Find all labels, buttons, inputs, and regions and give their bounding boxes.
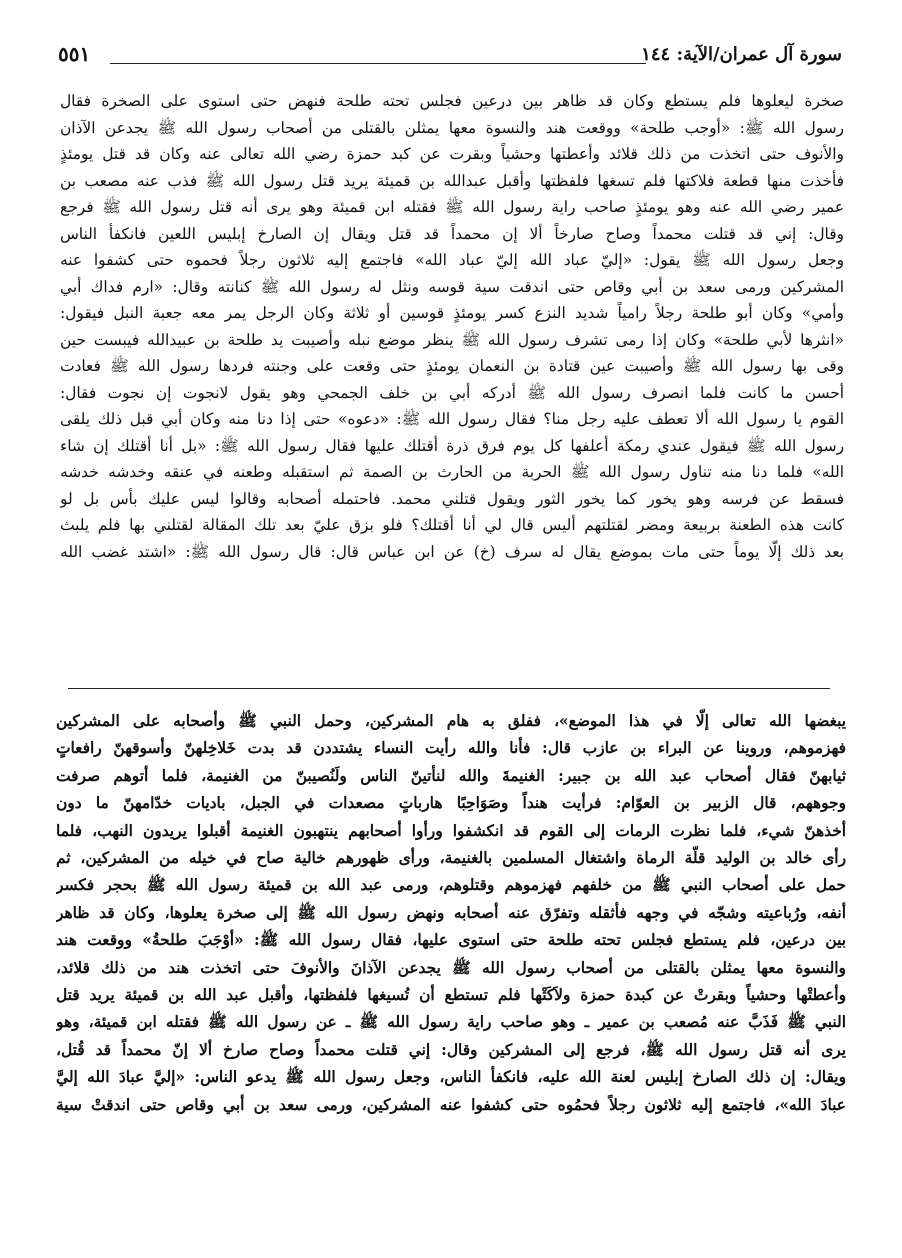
page-number: ٥٥١ [58,42,91,66]
main-text-line: وقال: إني قد قتلت محمداً وصاح صارخاً ألا إن محمداً قد قتل ويقال إن الصارخ إبليس اللعين فانكفأ الناس [60,224,844,243]
footnote-line: أخذهنّ شيء، فلما نظرت الرمات إلى القوم قد انكشفوا ورأوا أصحابهم ينتهبون الغنيمة أقبلوا يريدون النهب، فلما [56,821,846,840]
footnote-line: رأى خالد بن الوليد قلّة الرماة واشتغال المسلمين بالغنيمة، ورأى ظهورهم خالية صاح في خيله من المشركين، ثم [56,849,846,868]
main-text-line: رسول الله ﷺ: «أوجب طلحة» ووقعت هند والنسوة معها يمثلن بالقتلى من أصحاب رسول الله ﷺ يجدعن الآذان [60,118,844,137]
main-text-line: وجعل رسول الله ﷺ يقول: «إليّ عباد الله إليّ عباد الله» فاجتمع إليه ثلاثون رجلاً فحموه حتى كشفوا عنه [60,251,844,269]
header-title: سورة آل عمران/الآية: ١٤٤ [641,44,842,65]
footnote-line: يرى أنه قتل رسول الله ﷺ، فرجع إلى المشركين وقال: إني قتلت محمداً وصاح صارخ ألا إنّ محمداً قد قُتل، [56,1040,846,1059]
footnote-line: النبي ﷺ فَذَبَّ عنه مُصعب بن عمير ـ وهو صاحب راية رسول الله ﷺ ـ عن رسول الله ﷺ فقتله ابن قميئة، وهو [56,1013,846,1032]
main-text-line: وأمي» وكان أبو طلحة رجلاً رامياً شديد النزع كسر يومئذٍ قوسين أو ثلاثة وكان الرجل يمر معه جعبة النبل فيقول: [60,304,844,322]
main-text-line: المشركين ورمى سعد بن أبي وقاص حتى اندقت سية قوسه ونثل له رسول الله ﷺ كنانته وقال: «ارم فداك أبي [60,277,844,296]
main-text-line: رسول الله ﷺ فيقول عندي رمكة أعلفها كل يوم فرق ذرة أقتلك عليها فقال رسول الله ﷺ: «بل أنا أقتلك إن شاء [60,436,844,455]
footnote-line: بين درعين، فلم يستطع فجلس تحته طلحة حتى استوى عليها، فقال رسول الله ﷺ: «أوْجَبَ طلحةُ» ووقعت هند [56,931,846,950]
footnote-line: وجوههم، قال الزبير بن العوّام: فرأيت هنداً وصَوَاحِبًا هارباتٍ مصعدات في الجبل، باديات خدّامهنّ ما دون [56,794,846,813]
main-text-line: وقى بها رسول الله ﷺ وأصيبت عين قتادة بن النعمان يومئذٍ حتى وقعت على وجنته فردها رسول الله ﷺ فعادت [60,357,844,375]
header-rule [110,63,646,64]
main-text-line: والأنوف حتى اتخذت من ذلك قلائد وأعطتها وحشياً وبقرت عن كبد حمزة رضي الله تعالى عنه وكان قد قتل يومئذٍ [60,145,844,163]
main-text-line: أحسن ما كانت فلما انصرف رسول الله ﷺ أدركه أبي بن خلف الجمحي وهو يقول لانجوت إن نجوت فقال: [60,383,844,402]
footnote-line: يبغضها الله تعالى إلّا في هذا الموضع»، ففلق به هام المشركين، وحمل النبي ﷺ وأصحابه على المشركين [56,712,846,730]
main-text-line: «انثرها لأبي طلحة» وكان إذا رمى تشرف رسول الله ﷺ ينظر موضع نبله وأصيبت يد طلحة بن عبيدالله فيبست حين [60,330,844,349]
main-text-line: فأخذت منها قطعة فلاكتها فلم تسغها فلفظتها وأقبل عبدالله بن قميئة يريد قتل رسول الله ﷺ فذب عنه مصعب بن [60,171,844,190]
main-text-line: بعد ذلك إلّا يوماً حتى مات بموضع يقال له سرف (خ) عن ابن عباس قال: قال رسول الله ﷺ: «اشتد غضب الله [60,542,844,561]
footnote-line: أنفه، ورُباعيته وشجّه في وجهه فأثقله وتفرّق عنه أصحابه ونهض رسول الله ﷺ إلى صخرة يعلوها، وكان قد ظاهر [56,903,846,922]
main-text-line: القوم يا رسول الله ألا تعطف عليه رجل منا؟ فقال رسول الله ﷺ: «دعوه» حتى إذا دنا منه وكان أبي قبل ذلك يلقى [60,410,844,428]
main-text-line: فسقط عن فرسه وهو يخور كما يخور الثور ويقول قتلني محمد. فاحتمله أصحابه وقالوا ليس عليك بأس بل لو [60,489,844,508]
footnote-separator [68,688,830,689]
footnote-line: ثيابهنّ فقال أصحاب عبد الله بن جبير: الغنيمةَ والله لنأتينّ الناس ولَنُصيبنّ من الغنيمة، فلما أتوهم صرفت [56,766,846,785]
footnote-line: والنسوة معها يمثلن بالقتلى من أصحاب رسول الله ﷺ يجدعن الآذانَ والأنوفَ حتى اتخذت هند من ذلك قلائد، [56,958,846,977]
main-text-line: صخرة ليعلوها فلم يستطع وكان قد ظاهر بين درعين فجلس تحته طلحة فنهض حتى استوى على الصخرة فقال [60,92,844,110]
footnote-line: فهزموهم، وروينا عن البراء بن عازب قال: فأنا والله رأيت النساء يشتددن قد بدت خَلاخِلهنّ وأسوقهنّ رافعاتٍ [56,739,846,758]
footnote-line: ويقال: إن ذلك الصارخ إبليس لعنة الله عليه، فانكفأ الناس، وجعل رسول الله ﷺ يدعو الناس: «إليَّ عبادَ الله إليَّ [56,1068,846,1087]
main-text-line: كانت هذه الطعنة بربيعة ومضر لقتلتهم أليس قال لي أنا أقتلك؟ فلو بزق عليّ بعد تلك المقالة لقتلني بها فلم يلبث [60,516,844,534]
main-text-block [60,88,844,565]
footnote-line: حمل على أصحاب النبي ﷺ من خلفهم فهزموهم وقتلوهم، ورمى عبد الله بن قميئة رسول الله ﷺ بحجر فكسر [56,876,846,895]
footnote-block [56,708,846,1119]
footnote-line: عبادَ الله»، فاجتمع إليه ثلاثون رجلاً فحمُوه حتى كشفوا عنه المشركين، ورمى سعد بن أبي وقاص حتى اندقتْ سية [56,1095,846,1114]
running-header [58,38,842,72]
footnote-line: وأعطتْها وحشياً وبقرتْ عن كبدة حمزة ولاَكَتْها فلم تستطع أن تُسيغها فلفظتها، وأقبل عبد الله بن قميئة يريد قتل [56,986,846,1005]
main-text-line: عمير رضي الله عنه وهو يومئذٍ صاحب راية رسول الله ﷺ فقتله ابن قميئة وهو يرى أنه قتل رسول الله ﷺ فرجع [60,198,844,216]
main-text-line: الله» فلما دنا منه تناول رسول الله ﷺ الحربة من الحارث بن الصمة ثم استقبله وطعنه في عنقه وخدشه خدشه [60,463,844,481]
